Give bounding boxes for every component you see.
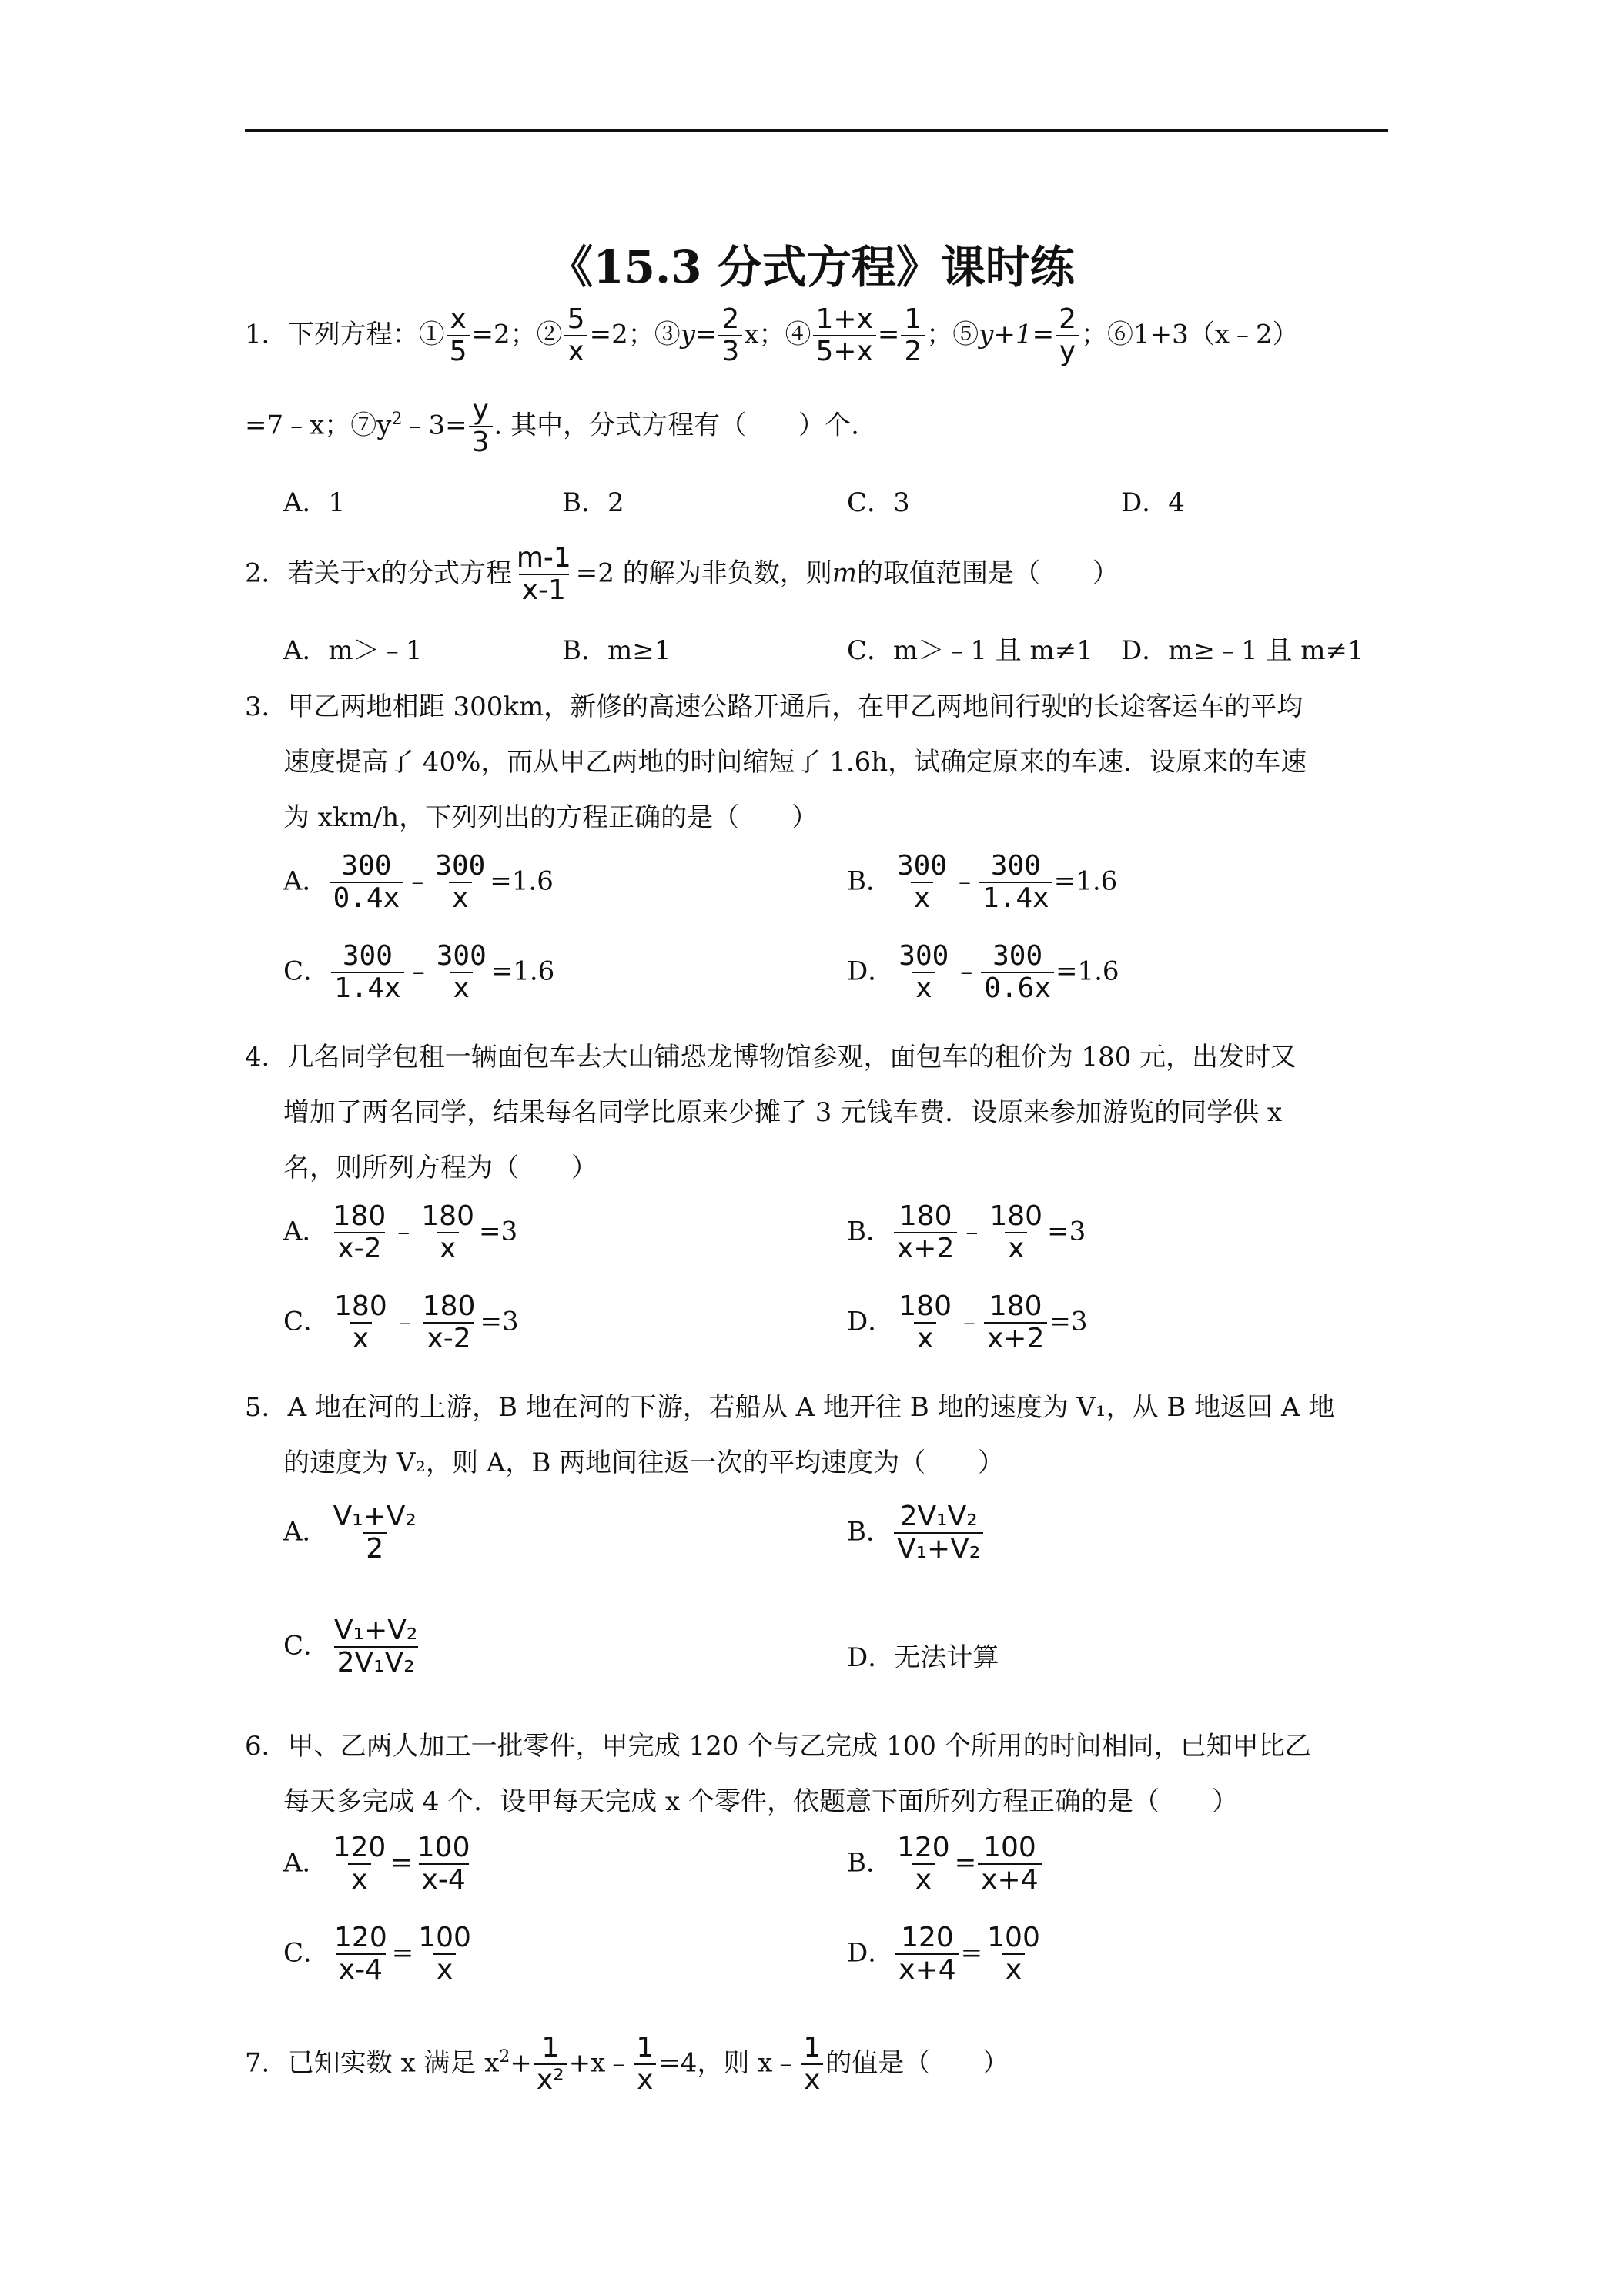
page-title: 《15.3 分式方程》课时练	[548, 241, 1075, 293]
option-a: A．m＞﹣1	[283, 635, 423, 666]
option-d: D． $\frac{180}{x}$ ﹣ $\frac{180}{x+2}$ =3	[847, 1290, 1088, 1355]
option-d: D． $\frac{300}{x}$ ﹣ $\frac{300}{0.6x}$ =1.6	[847, 940, 1119, 1005]
option-a: A． $\frac{\text{V₁+V₂}}{2}$	[283, 1501, 417, 1565]
fraction: $\frac{m-1}{x-1}$	[516, 542, 571, 607]
option-d: D．4	[1121, 487, 1185, 518]
option-d: D．无法计算	[847, 1642, 999, 1673]
fraction: $\frac{x}{5}$	[447, 304, 470, 368]
fraction: $\frac{5}{x}$	[564, 304, 588, 368]
option-c: C． $\frac{120}{x-4}$ = $\frac{100}{x}$	[283, 1922, 471, 1986]
option-b: B．2	[562, 487, 624, 518]
option-c: C．m＞﹣1 且 m≠1	[847, 635, 1093, 666]
option-b: B．m≥1	[562, 635, 671, 666]
option-b: B． $\frac{180}{x+2}$ ﹣ $\frac{180}{x}$ =3	[847, 1200, 1086, 1265]
option-a: A． $\frac{300}{0.4x}$ ﹣ $\frac{300}{x}$ =1.6	[283, 850, 554, 915]
option-d: D．m≥﹣1 且 m≠1	[1121, 635, 1364, 666]
option-c: C． $\frac{\text{V₁+V₂}}{\text{2V₁V₂}}$	[283, 1615, 418, 1679]
option-c: C． $\frac{180}{x}$ ﹣ $\frac{180}{x-2}$ =3	[283, 1290, 519, 1355]
option-c: C．3	[847, 487, 910, 518]
option-a: A． $\frac{120}{x}$ = $\frac{100}{x-4}$	[283, 1832, 470, 1896]
fraction: $\frac{1+x}{5+x}$	[813, 304, 876, 368]
fraction: $\frac{1}{2}$	[901, 304, 925, 368]
fraction: $\frac{2}{y}$	[1056, 304, 1079, 368]
header-rule	[245, 129, 1388, 132]
option-a: A． $\frac{180}{x-2}$ ﹣ $\frac{180}{x}$ =3	[283, 1200, 518, 1265]
option-a: A．1	[283, 487, 346, 518]
option-b: B． $\frac{\text{2V₁V₂}}{\text{V₁+V₂}}$	[847, 1501, 985, 1565]
option-b: B． $\frac{300}{x}$ ﹣ $\frac{300}{1.4x}$ =1.6	[847, 850, 1118, 915]
option-d: D． $\frac{120}{x+4}$ = $\frac{100}{x}$	[847, 1922, 1040, 1986]
fraction: $\frac{y}{3}$	[469, 395, 493, 459]
fraction: $\frac{2}{3}$	[718, 304, 742, 368]
question-number: 1．	[245, 319, 288, 350]
option-c: C． $\frac{300}{1.4x}$ ﹣ $\frac{300}{x}$ =1.6	[283, 940, 555, 1005]
option-b: B． $\frac{120}{x}$ = $\frac{100}{x+4}$	[847, 1832, 1043, 1896]
